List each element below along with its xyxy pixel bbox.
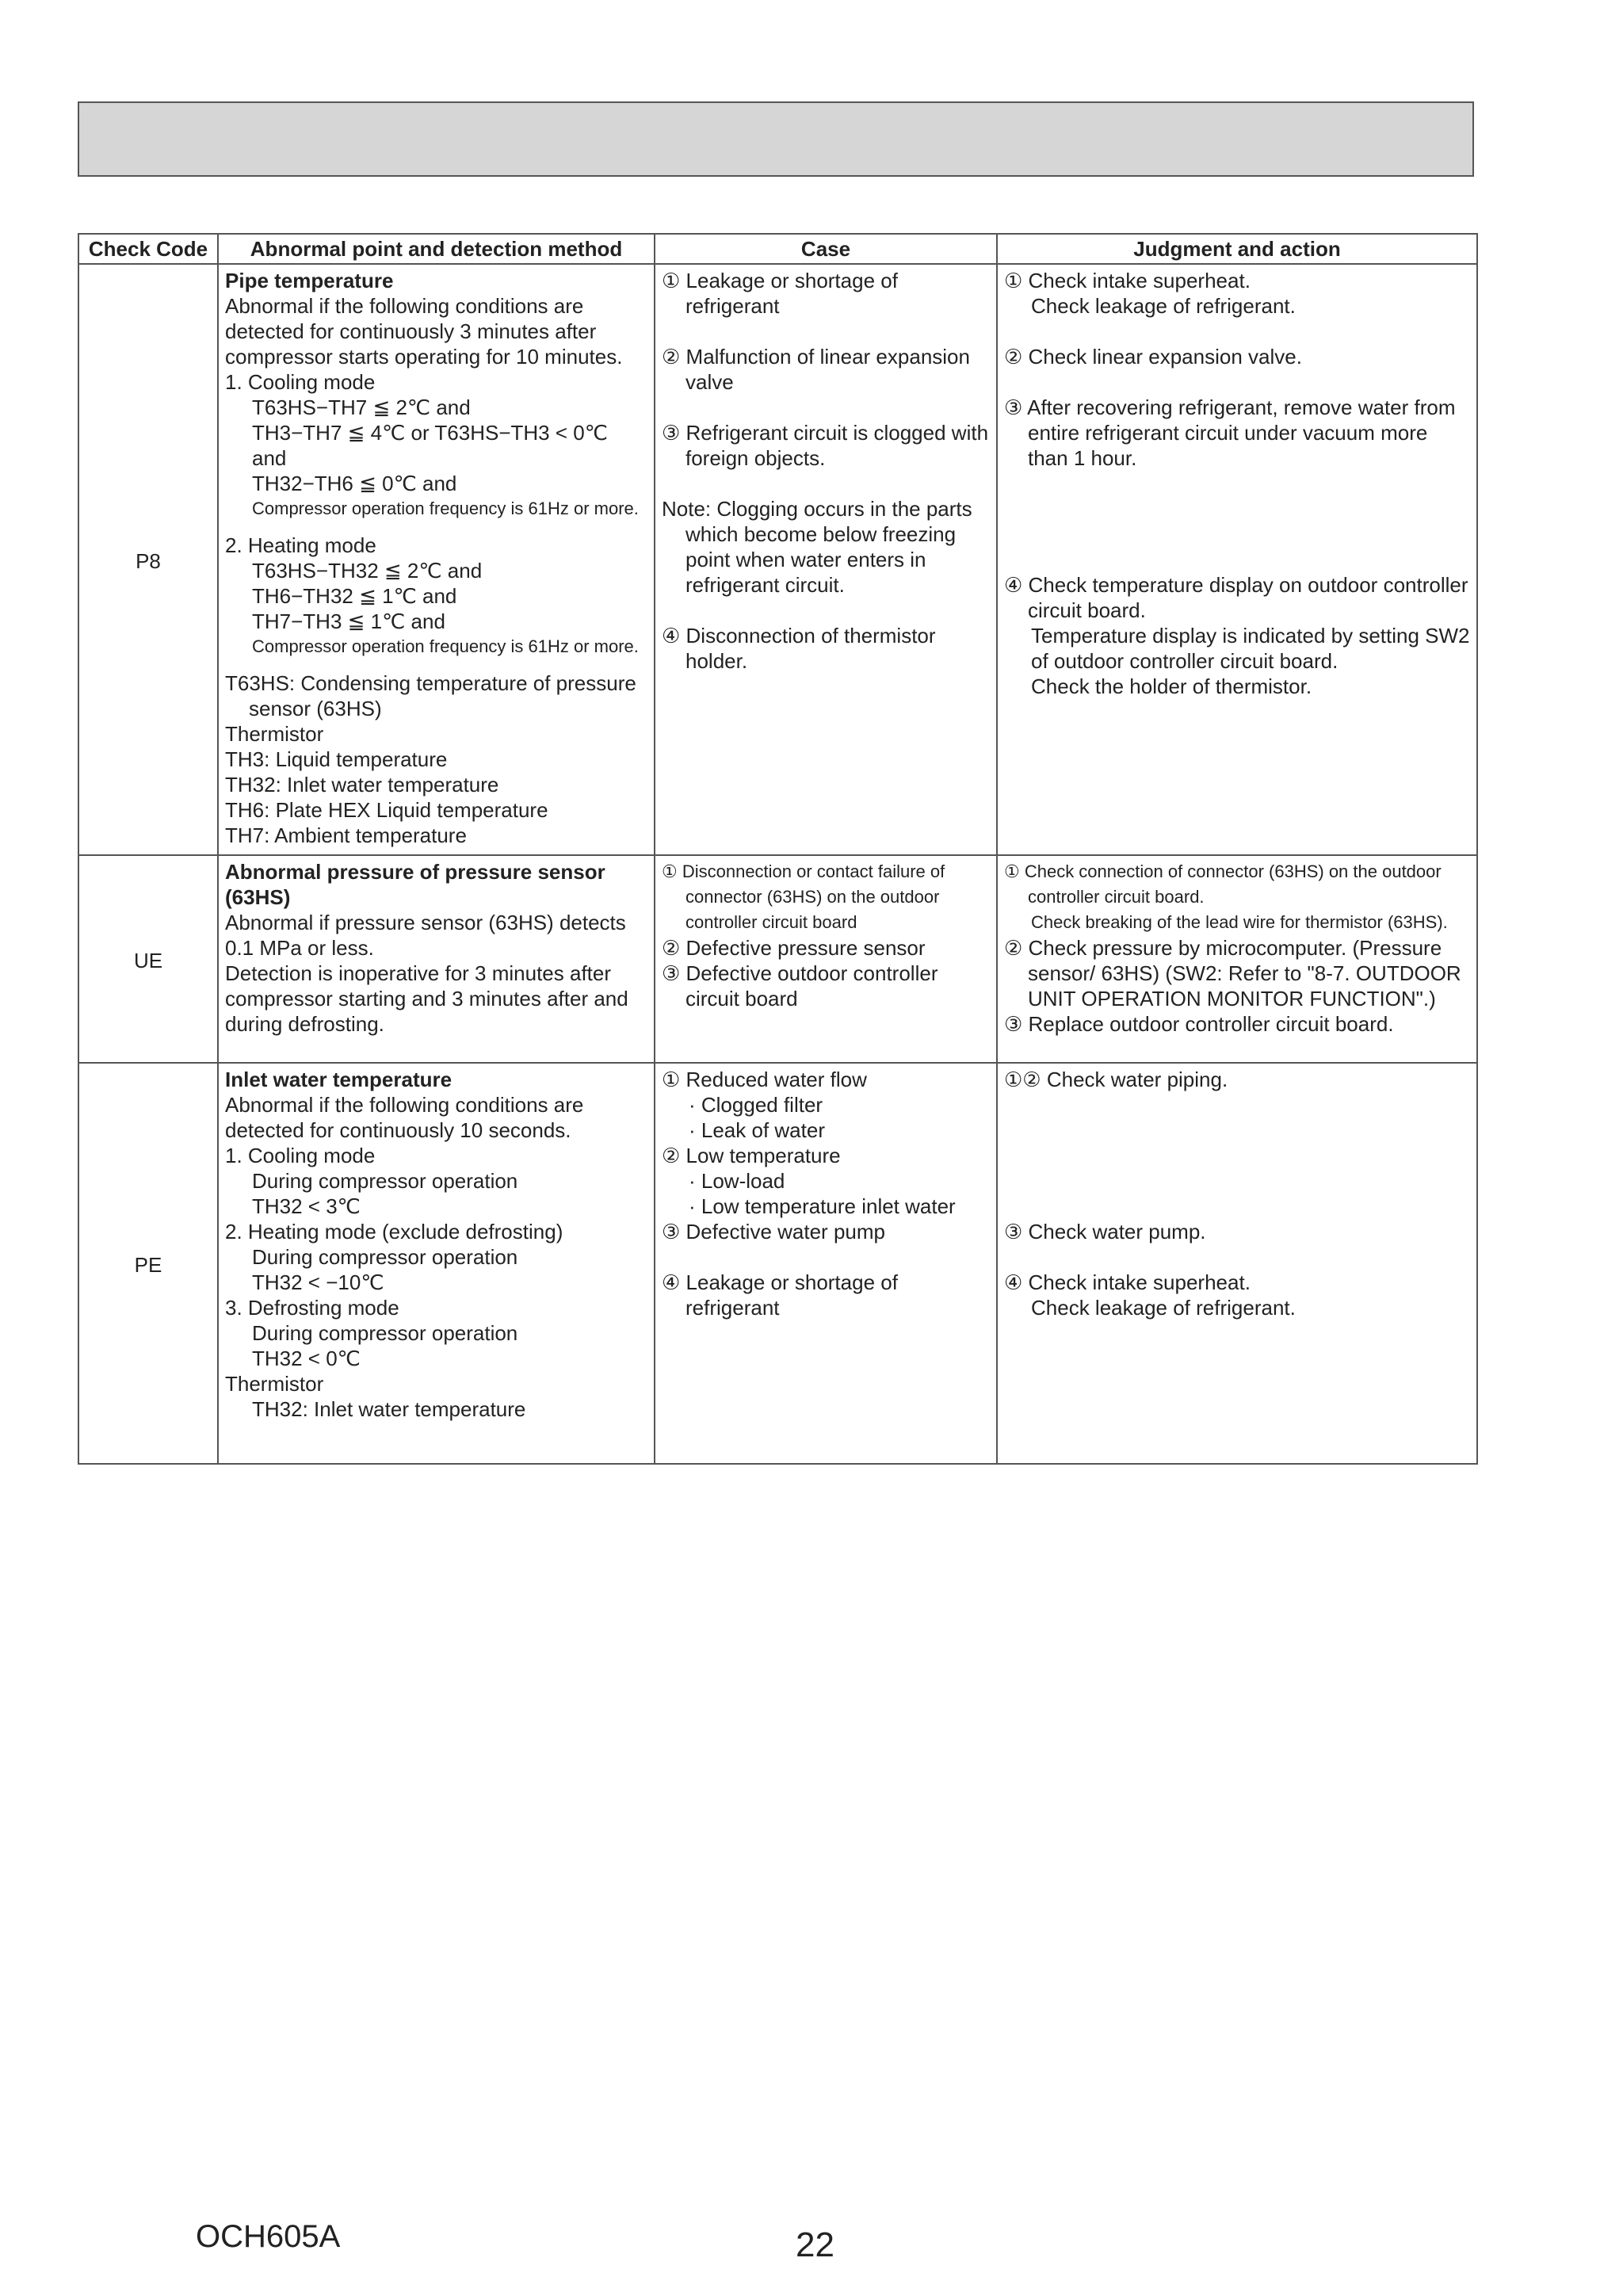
cell-line: ④ Check temperature display on outdoor controller circuit board. [1004, 573, 1468, 622]
cell-line: ③ Replace outdoor controller circuit board. [1004, 1012, 1394, 1036]
cell-line: During compressor operation [252, 1245, 518, 1269]
cell-line: ① Reduced water flow [662, 1068, 867, 1091]
cell-line [1004, 369, 1470, 395]
header-judgment-action: Judgment and action [997, 234, 1477, 264]
cell-line: T63HS−TH7 ≦ 2℃ and [252, 395, 471, 419]
header-case: Case [655, 234, 997, 264]
cell-line: · Low temperature inlet water [689, 1194, 956, 1218]
cell-line: · Low-load [689, 1169, 785, 1193]
cell-line: ④ Check intake superheat. [1004, 1270, 1251, 1294]
cell-line [662, 319, 990, 344]
cell-line: Inlet water temperature [225, 1068, 453, 1091]
cell-line: ③ After recovering refrigerant, remove water from entire refrigerant circuit under vacuum more than 1 hour. [1004, 395, 1456, 470]
cell-line [662, 1244, 990, 1270]
cell-line [225, 521, 647, 533]
cell-line [662, 598, 990, 623]
cell-line [1004, 1168, 1470, 1194]
cell-line: TH6−TH32 ≦ 1℃ and [252, 584, 457, 608]
cell-line: Abnormal pressure of pressure sensor (63HS) [225, 860, 605, 909]
cell-line [1004, 521, 1470, 547]
cell-line: ④ Disconnection of thermistor holder. [662, 624, 936, 673]
cell-line: TH32−TH6 ≦ 0℃ and [252, 472, 457, 495]
detection-cell [218, 264, 655, 855]
case-cell [655, 264, 997, 855]
cell-line: T63HS: Condensing temperature of pressure sensor (63HS) [225, 671, 636, 720]
cell-line: · Leak of water [689, 1118, 825, 1142]
cell-line [1004, 319, 1470, 344]
check-code-cell: UE [78, 855, 218, 1063]
page-number: 22 [796, 2225, 834, 2264]
action-cell [997, 1063, 1477, 1464]
cell-line: TH32: Inlet water temperature [252, 1397, 526, 1421]
cell-line: Thermistor [225, 1372, 324, 1396]
cell-line: ④ Leakage or shortage of refrigerant [662, 1270, 898, 1320]
cell-line: Compressor operation frequency is 61Hz or more. [252, 499, 639, 518]
action-cell [997, 855, 1477, 1063]
cell-line: Abnormal if pressure sensor (63HS) detects 0.1 MPa or less. [225, 911, 626, 960]
header-bar [78, 101, 1474, 177]
detection-cell [218, 1063, 655, 1464]
check-code-cell: P8 [78, 264, 218, 855]
cell-line: TH32 < −10℃ [252, 1270, 384, 1294]
cell-line: ② Check linear expansion valve. [1004, 345, 1302, 369]
cell-line: TH7−TH3 ≦ 1℃ and [252, 609, 445, 633]
table-row [78, 855, 1477, 1063]
cell-line: ② Check pressure by microcomputer. (Pressure sensor/ 63HS) (SW2: Refer to "8-7. OUTDOOR UNIT OPERATION MONITOR FUNCTION".) [1004, 936, 1461, 1010]
table-row [78, 264, 1477, 855]
cell-line: ③ Check water pump. [1004, 1220, 1206, 1244]
action-cell [997, 264, 1477, 855]
cell-line: Detection is inoperative for 3 minutes after compressor starting and 3 minutes after and during defrosting. [225, 961, 628, 1036]
cell-line: Thermistor [225, 722, 324, 746]
cell-line [1004, 1092, 1470, 1117]
cell-line: ② Defective pressure sensor [662, 936, 926, 960]
cell-line: Check breaking of the lead wire for thermistor (63HS). [1031, 912, 1448, 932]
cell-line: Note: Clogging occurs in the parts which become below freezing point when water enters in refrigerant circuit. [662, 497, 972, 597]
cell-line: Compressor operation frequency is 61Hz or more. [252, 636, 639, 656]
cell-line: ② Low temperature [662, 1144, 841, 1167]
cell-line: Abnormal if the following conditions are detected for continuously 10 seconds. [225, 1093, 584, 1142]
cell-line [1004, 1244, 1470, 1270]
detection-cell [218, 855, 655, 1063]
cell-line: ② Malfunction of linear expansion valve [662, 345, 970, 394]
cell-line: ① Leakage or shortage of refrigerant [662, 269, 898, 318]
cell-line: 1. Cooling mode [225, 1144, 376, 1167]
cell-line [1004, 471, 1470, 496]
cell-line: T63HS−TH32 ≦ 2℃ and [252, 559, 483, 583]
cell-line: 3. Defrosting mode [225, 1296, 399, 1320]
cell-line: 1. Cooling mode [225, 370, 376, 394]
table-header-row [78, 234, 1477, 264]
cell-line: ①② Check water piping. [1004, 1068, 1228, 1091]
cell-line [1004, 496, 1470, 521]
cell-line [1004, 1194, 1470, 1219]
check-code-table [78, 233, 1478, 1465]
model-number: OCH605A [196, 2219, 341, 2254]
cell-line: During compressor operation [252, 1169, 518, 1193]
cell-line: Pipe temperature [225, 269, 394, 292]
cell-line: TH3: Liquid temperature [225, 747, 448, 771]
cell-line: Check the holder of thermistor. [1031, 674, 1312, 698]
cell-line: ① Disconnection or contact failure of connector (63HS) on the outdoor controller circuit board [662, 861, 945, 932]
cell-line [225, 659, 647, 670]
cell-line [1004, 1143, 1470, 1168]
cell-line: ③ Refrigerant circuit is clogged with foreign objects. [662, 421, 989, 470]
cell-line: 2. Heating mode [225, 533, 376, 557]
cell-line: ③ Defective outdoor controller circuit board [662, 961, 938, 1010]
cell-line: Check leakage of refrigerant. [1031, 1296, 1296, 1320]
cell-line: ① Check intake superheat. [1004, 269, 1251, 292]
cell-line [662, 471, 990, 496]
cell-line: TH3−TH7 ≦ 4℃ or T63HS−TH3 < 0℃ and [252, 421, 608, 470]
cell-line: During compressor operation [252, 1321, 518, 1345]
cell-line: TH7: Ambient temperature [225, 823, 467, 847]
cell-line: Abnormal if the following conditions are detected for continuously 3 minutes after compressor starts operating for 10 minutes. [225, 294, 623, 369]
case-cell [655, 1063, 997, 1464]
header-check-code: Check Code [78, 234, 218, 264]
cell-line: TH32 < 3℃ [252, 1194, 361, 1218]
cell-line [662, 395, 990, 420]
cell-line: 2. Heating mode (exclude defrosting) [225, 1220, 563, 1244]
cell-line: TH32 < 0℃ [252, 1347, 361, 1370]
cell-line: TH32: Inlet water temperature [225, 773, 499, 797]
check-code-cell: PE [78, 1063, 218, 1464]
cell-line [1004, 547, 1470, 572]
cell-line: Temperature display is indicated by setting SW2 of outdoor controller circuit board. [1031, 624, 1470, 673]
case-cell [655, 855, 997, 1063]
cell-line: TH6: Plate HEX Liquid temperature [225, 798, 548, 822]
cell-line: Check leakage of refrigerant. [1031, 294, 1296, 318]
table-row [78, 1063, 1477, 1464]
header-detection-method: Abnormal point and detection method [218, 234, 655, 264]
cell-line: · Clogged filter [689, 1093, 823, 1117]
cell-line [1004, 1117, 1470, 1143]
cell-line: ① Check connection of connector (63HS) on the outdoor controller circuit board. [1004, 861, 1442, 907]
cell-line: ③ Defective water pump [662, 1220, 885, 1244]
